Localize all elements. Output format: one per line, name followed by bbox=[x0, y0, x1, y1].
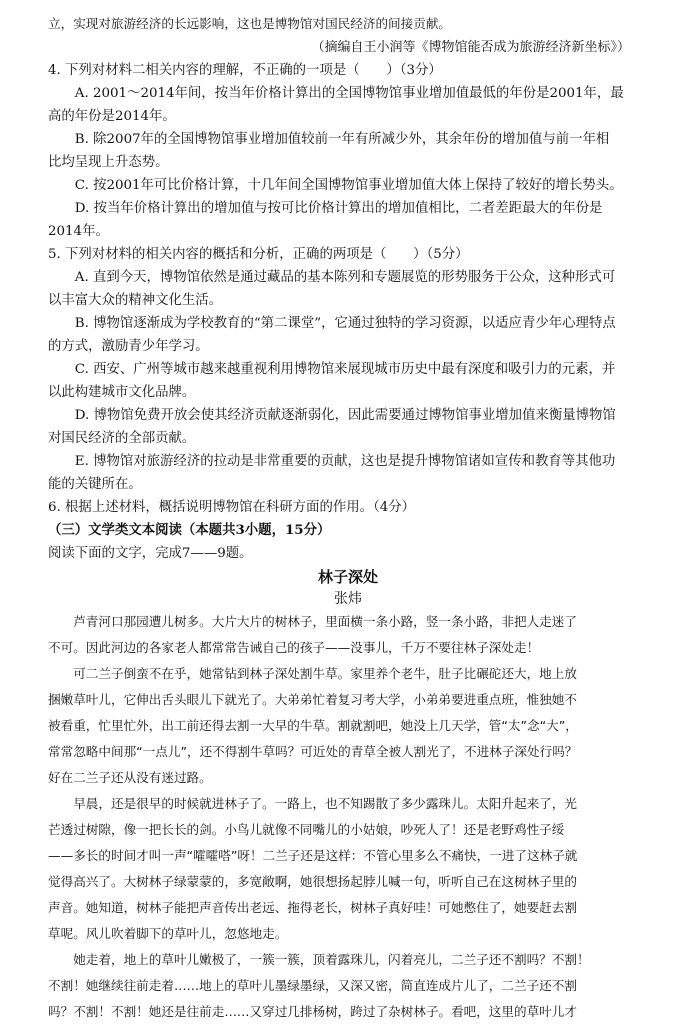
question-6: 6. 根据上述材料，概括说明博物馆在科研方面的作用。（4分） bbox=[48, 500, 416, 515]
story-line: ——多长的时间才叫一声“嚯嚯嗒”呀！二兰子还是这样：不管心里多么不痛快，一进了这林子就 bbox=[48, 848, 578, 863]
q5-option-b: B. 博物馆逐渐成为学校教育的“第二课堂”，它通过独特的学习资源，以适应青少年心理特点 bbox=[74, 316, 616, 331]
story-paragraph bbox=[48, 791, 648, 947]
story-paragraph bbox=[48, 609, 648, 661]
story-title: 林子深处 bbox=[317, 568, 378, 586]
story-line: 觉得高兴了。大树林子绿蒙蒙的，多宽敞啊，她很想扬起脖儿喊一句，听听自己在这树林子里的 bbox=[48, 874, 577, 889]
q5-option-b-cont: 的方式，激励青少年学习。 bbox=[48, 339, 209, 354]
q4-option-d-cont: 2014年。 bbox=[48, 224, 109, 239]
reading-instruction: 阅读下面的文字，完成7——9题。 bbox=[48, 546, 253, 561]
story-paragraph bbox=[48, 947, 648, 1025]
q5-option-a: A. 直到今天，博物馆依然是通过藏品的基本陈列和专题展览的形势服务于公众，这种形式可 bbox=[74, 270, 616, 285]
q5-option-d: D. 博物馆免费开放会使其经济贡献逐渐弱化，因此需要通过博物馆事业增加值来衡量博物馆 bbox=[74, 408, 616, 423]
question-4 bbox=[48, 59, 648, 243]
story-line: 声音。她知道，树林子能把声音传出老远、拖得老长，树林子真好哇！可她憋住了，她要赶去割 bbox=[48, 900, 577, 915]
q5-option-e: E. 博物馆对旅游经济的拉动是非常重要的贡献，这也是提升博物馆诸如宣传和教育等其他功 bbox=[74, 454, 616, 469]
citation: （摘编自王小润等《博物馆能否成为旅游经济新坐标》） bbox=[311, 40, 630, 55]
q5-option-d-cont: 对国民经济的全部贡献。 bbox=[48, 431, 196, 446]
story-author: 张炜 bbox=[334, 591, 362, 607]
story-line: 捆嫩草叶儿，它伸出舌头眼儿下就光了。大弟弟忙着复习考大学，小弟弟要进重点班，惟独她不 bbox=[48, 692, 577, 707]
story-line: 不割！她继续往前走着……地上的草叶儿墨绿墨绿，又深又密，简直连成片儿了，二兰子还不割 bbox=[48, 978, 577, 993]
story-line: 不可。因此河边的各家老人都常常告诫自己的孩子——没事儿，千万不要往林子深处走！ bbox=[48, 640, 540, 655]
story-line: 芒透过树隙，像一把长长的剑。小鸟儿就像不同嘴儿的小姑娘，吵死人了！还是老野鸡性子绥 bbox=[48, 822, 565, 837]
q4-option-b-cont: 比均呈现上升态势。 bbox=[48, 155, 169, 170]
story-line: 早晨，还是很早的时候就进林子了。一路上，也不知踢散了多少露珠儿。太阳升起来了，光 bbox=[73, 796, 577, 811]
story-line: 她走着，地上的草叶儿嫩极了，一簇一簇，顶着露珠儿，闪着亮儿，二兰子还不割吗？不割！ bbox=[73, 952, 590, 967]
q4-option-b: B. 除2007年的全国博物馆事业增加值较前一年有所减少外，其余年份的增加值与前一年相 bbox=[74, 132, 610, 147]
story-line: 常常忽略中间那“一点儿”，还不得割牛草吗？可近处的青草全被人割光了，不进林子深处行吗？ bbox=[48, 744, 578, 759]
story-line: 吗？不割！不割！她还是往前走……又穿过几排杨树，跨过了杂树林子。看吧，这里的草叶儿才 bbox=[48, 1004, 577, 1019]
question-5 bbox=[48, 243, 648, 496]
q4-option-a: A. 2001～2014年间，按当年价格计算出的全国博物馆事业增加值最低的年份是2001年，最 bbox=[74, 86, 624, 101]
story-paragraph bbox=[48, 661, 648, 791]
story-line: 草呢。风儿吹着脚下的草叶儿，忽悠地走。 bbox=[48, 926, 288, 941]
story-body bbox=[48, 609, 648, 1025]
q4-stem: 4. 下列对材料二相关内容的理解，不正确的一项是（ ）（3分） bbox=[48, 63, 442, 78]
story-line: 好在二兰子还从没有迷过路。 bbox=[48, 770, 212, 785]
story-line: 可二兰子倒蛮不在乎，她常钻到林子深处割牛草。家里养个老牛，肚子比碾砣还大，地上放 bbox=[73, 666, 577, 681]
q5-stem: 5. 下列对材料的相关内容的概括和分析，正确的两项是（ ）（5分） bbox=[48, 247, 469, 262]
q4-option-a-cont: 高的年份是2014年。 bbox=[48, 109, 176, 124]
q5-option-c-cont: 以此构建城市文化品牌。 bbox=[48, 385, 196, 400]
story-line: 被看重，忙里忙外，出工前还得去割一大早的牛草。割就割吧，她没上几天学，管“太”念“大”， bbox=[48, 718, 578, 733]
q5-option-c: C. 西安、广州等城市越来越重视利用博物馆来展现城市历史中最有深度和吸引力的元素，并 bbox=[74, 362, 616, 377]
q5-option-e-cont: 能的关键所在。 bbox=[48, 477, 142, 492]
section-heading: （三）文学类文本阅读（本题共3小题，15分） bbox=[48, 522, 331, 538]
q4-option-d: D. 按当年价格计算出的增加值与按可比价格计算出的增加值相比，二者差距最大的年份是 bbox=[74, 201, 603, 216]
q5-option-a-cont: 以丰富大众的精神文化生活。 bbox=[48, 293, 223, 308]
story-line: 芦青河口那园遭儿树多。大片大片的树林子，里面横一条小路，竖一条小路，非把人走迷了 bbox=[73, 614, 577, 629]
q4-option-c: C. 按2001年可比价格计算，十几年间全国博物馆事业增加值大体上保持了较好的增长势头。 bbox=[74, 178, 623, 193]
material-paragraph-end: 立，实现对旅游经济的长远影响，这也是博物馆对国民经济的间接贡献。 bbox=[48, 16, 451, 31]
